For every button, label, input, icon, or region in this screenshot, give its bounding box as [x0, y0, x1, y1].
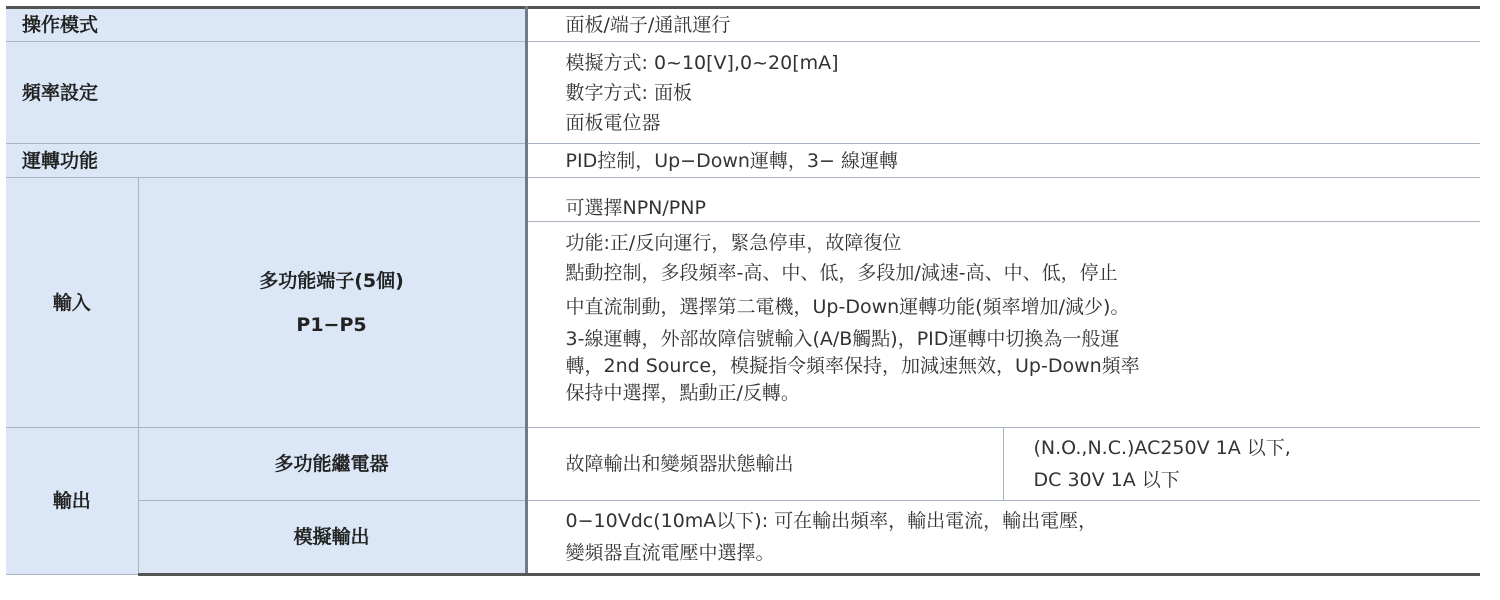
row-input: [6, 178, 1480, 428]
function-paragraph-line: 保持中選擇，點動正/反轉。: [565, 382, 800, 404]
relay-value: 故障輸出和變頻器狀態輸出: [526, 428, 1003, 501]
input-value: [526, 178, 1480, 428]
relay-spec-line: (N.O.,N.C.)AC250V 1A 以下,: [1033, 437, 1291, 459]
row-operation-mode: [6, 8, 1480, 42]
npn-pnp-value: 可選擇NPN/PNP: [565, 197, 706, 219]
operation-mode-value: 面板/端子/通訊運行: [526, 8, 1480, 42]
npn-pnp-text: [528, 192, 1481, 222]
frequency-setting-value: [526, 42, 1480, 144]
relay-label: 多功能繼電器: [138, 428, 526, 501]
input-terminal-range: P1−P5: [296, 313, 367, 336]
function-line: 中直流制動，選擇第二電機，Up-Down運轉功能(頻率增加/減少)。: [565, 296, 1130, 318]
analog-line: 0−10Vdc(10mA以下): 可在輸出頻率，輸出電流，輸出電壓，: [565, 510, 1098, 532]
spec-table: [6, 6, 1480, 576]
function-paragraph-line: 轉，2nd Source，模擬指令頻率保持，加減速無效，Up-Down頻率: [565, 355, 1140, 377]
run-function-value: PID控制，Up−Down運轉，3− 線運轉: [526, 144, 1480, 178]
relay-spec: [1003, 428, 1480, 501]
input-label: 輸入: [6, 178, 138, 428]
function-line: 點動控制，多段頻率-高、中、低，多段加/減速-高、中、低，停止: [565, 262, 1118, 284]
input-sub-label: [138, 178, 526, 428]
analog-line: 變頻器直流電壓中選擇。: [565, 542, 775, 564]
operation-mode-label: 操作模式: [6, 8, 526, 42]
relay-spec-line: DC 30V 1A 以下: [1033, 469, 1180, 491]
input-function-block: [528, 222, 1481, 413]
row-run-function: [6, 144, 1480, 178]
analog-output-value: [526, 501, 1480, 575]
row-frequency-setting: [6, 42, 1480, 144]
frequency-line: 模擬方式: 0~10[V],0~20[mA]: [565, 51, 839, 74]
row-output-relay: [6, 428, 1480, 501]
function-paragraph: [566, 326, 1481, 407]
input-terminal-label: 多功能端子(5個): [259, 269, 404, 292]
frequency-line: 數字方式: 面板: [565, 81, 692, 104]
output-label: 輸出: [6, 428, 138, 575]
row-output-analog: [6, 501, 1480, 575]
frequency-setting-label: 頻率設定: [6, 42, 526, 144]
analog-output-label: 模擬輸出: [138, 501, 526, 575]
run-function-label: 運轉功能: [6, 144, 526, 178]
frequency-line: 面板電位器: [565, 111, 661, 134]
function-line: 功能:正/反向運行，緊急停車，故障復位: [565, 232, 902, 254]
function-paragraph-line: 3-線運轉，外部故障信號輸入(A/B觸點)，PID運轉中切換為一般運: [565, 328, 1120, 350]
